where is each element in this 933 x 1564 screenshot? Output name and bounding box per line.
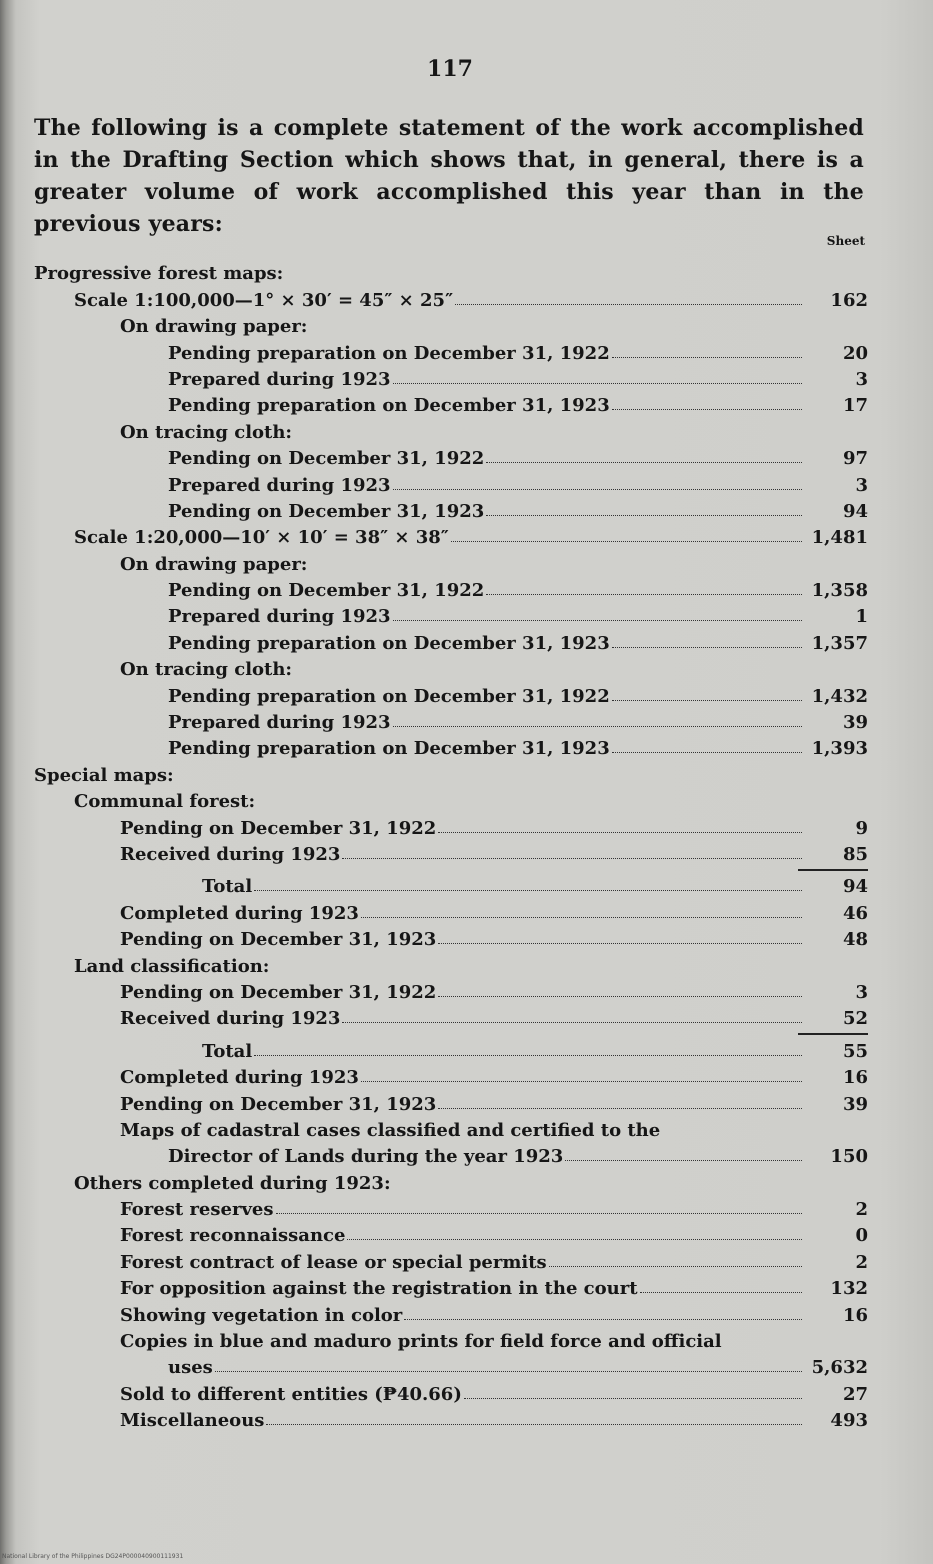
- table-row: [34, 950, 868, 976]
- row-value: 2: [855, 1251, 868, 1273]
- leader-dots: [612, 700, 802, 701]
- row-label: Forest contract of lease or special permits: [120, 1251, 547, 1273]
- row-label: Pending preparation on December 31, 1923: [168, 395, 610, 417]
- table-row: [34, 1326, 868, 1352]
- row-label: Total: [202, 876, 253, 898]
- row-value: 94: [842, 876, 868, 898]
- row-label: Scale 1:100,000—1° × 30′ = 45″ × 25″: [74, 289, 454, 311]
- row-value: 0: [855, 1225, 868, 1247]
- leader-dots: [404, 1319, 802, 1320]
- row-value: 132: [830, 1278, 868, 1300]
- table-row: [34, 707, 868, 733]
- row-value: 3: [855, 368, 868, 390]
- table-row: [34, 1273, 868, 1299]
- row-label: On tracing cloth:: [120, 421, 293, 443]
- table-row: [34, 1194, 868, 1220]
- table-row: [34, 1246, 868, 1272]
- row-value: 20: [842, 342, 868, 364]
- intro-paragraph: The following is a complete statement of the work accomplished in the Drafting Section which shows that, in general, there is a greater volume of work accomplished this year than in the previous years:: [34, 115, 864, 237]
- table-row: [34, 1141, 868, 1167]
- table-row: [34, 1378, 868, 1404]
- row-label: Pending on December 31, 1923: [120, 1093, 437, 1115]
- row-label: Others completed during 1923:: [74, 1172, 391, 1194]
- row-label: Pending on December 31, 1922: [168, 448, 485, 470]
- row-label: Director of Lands during the year 1923: [168, 1146, 564, 1168]
- row-label: Prepared during 1923: [168, 368, 391, 390]
- column-header-sheet: Sheet: [826, 234, 865, 248]
- leader-dots: [393, 383, 802, 384]
- leader-dots: [565, 1160, 802, 1161]
- row-label: Progressive forest maps:: [34, 263, 284, 285]
- row-label: Pending preparation on December 31, 1923: [168, 632, 610, 654]
- row-label: Pending preparation on December 31, 1922: [168, 685, 610, 707]
- leader-dots: [438, 996, 802, 997]
- row-label: Pending on December 31, 1922: [120, 981, 437, 1003]
- table-row: [34, 812, 868, 838]
- row-label: Maps of cadastral cases classified and certified to the: [120, 1119, 661, 1141]
- table-row: [34, 627, 868, 653]
- row-label: uses: [168, 1357, 213, 1379]
- table-row: [34, 496, 868, 522]
- leader-dots: [361, 1081, 802, 1082]
- leader-dots: [438, 943, 802, 944]
- leader-dots: [612, 357, 802, 358]
- row-value: 150: [830, 1146, 868, 1168]
- table-row: [34, 871, 868, 897]
- row-label: Prepared during 1923: [168, 606, 391, 628]
- row-value: 17: [842, 395, 868, 417]
- row-label: Forest reserves: [120, 1199, 274, 1221]
- row-label: On drawing paper:: [120, 316, 308, 338]
- table-row: [34, 337, 868, 363]
- statement-table: [34, 258, 868, 1431]
- leader-dots: [276, 1213, 802, 1214]
- row-value: 3: [855, 981, 868, 1003]
- row-value: 46: [842, 902, 868, 924]
- leader-dots: [455, 304, 802, 305]
- row-value: 85: [842, 843, 868, 865]
- leader-dots: [254, 1055, 802, 1056]
- table-row: [34, 897, 868, 923]
- leader-dots: [393, 489, 802, 490]
- leader-dots: [451, 541, 802, 542]
- row-value: 48: [842, 929, 868, 951]
- row-label: Forest reconnaissance: [120, 1225, 346, 1247]
- table-row: [34, 601, 868, 627]
- row-value: 1,358: [811, 580, 868, 602]
- row-label: Prepared during 1923: [168, 712, 391, 734]
- leader-dots: [486, 462, 802, 463]
- row-value: 27: [842, 1383, 868, 1405]
- row-label: Pending preparation on December 31, 1922: [168, 342, 610, 364]
- leader-dots: [612, 647, 802, 648]
- table-row: [34, 977, 868, 1003]
- leader-dots: [266, 1424, 802, 1425]
- row-value: 1,432: [811, 685, 868, 707]
- row-label: Pending on December 31, 1922: [168, 580, 485, 602]
- table-row: [34, 522, 868, 548]
- table-row: [34, 311, 868, 337]
- row-label: Completed during 1923: [120, 1067, 359, 1089]
- row-label: Pending on December 31, 1923: [168, 500, 485, 522]
- table-row: [34, 680, 868, 706]
- table-row: [34, 1220, 868, 1246]
- row-value: 16: [842, 1067, 868, 1089]
- row-value: 1,481: [811, 527, 868, 549]
- row-value: 16: [842, 1304, 868, 1326]
- row-value: 39: [842, 712, 868, 734]
- row-value: 162: [830, 289, 868, 311]
- table-row: [34, 1405, 868, 1431]
- table-row: [34, 1088, 868, 1114]
- table-row: [34, 1299, 868, 1325]
- table-row: [34, 924, 868, 950]
- leader-dots: [393, 620, 802, 621]
- table-row: [34, 1003, 868, 1029]
- table-row: [34, 575, 868, 601]
- row-label: Special maps:: [34, 764, 174, 786]
- page-number: 117: [427, 56, 473, 82]
- leader-dots: [342, 858, 802, 859]
- row-value: 1,393: [811, 738, 868, 760]
- leader-dots: [438, 1108, 802, 1109]
- row-label: Received during 1923: [120, 1008, 341, 1030]
- row-label: Communal forest:: [74, 791, 256, 813]
- row-label: For opposition against the registration in the court: [120, 1278, 638, 1300]
- row-label: Sold to different entities (₱40.66): [120, 1383, 462, 1405]
- leader-dots: [486, 515, 802, 516]
- table-row: [34, 1167, 868, 1193]
- table-row: [34, 364, 868, 390]
- row-label: Pending preparation on December 31, 1923: [168, 738, 610, 760]
- table-row: [34, 733, 868, 759]
- leader-dots: [342, 1022, 802, 1023]
- row-label: Miscellaneous: [120, 1410, 265, 1432]
- table-row: [34, 1035, 868, 1061]
- table-row: [34, 548, 868, 574]
- row-label: Prepared during 1923: [168, 474, 391, 496]
- table-row: [34, 786, 868, 812]
- leader-dots: [215, 1371, 802, 1372]
- leader-dots: [640, 1292, 802, 1293]
- row-value: 39: [842, 1093, 868, 1115]
- row-value: 2: [855, 1199, 868, 1221]
- row-value: 1: [855, 606, 868, 628]
- table-row: [34, 443, 868, 469]
- leader-dots: [393, 726, 802, 727]
- leader-dots: [612, 752, 802, 753]
- row-label: Received during 1923: [120, 843, 341, 865]
- row-label: Pending on December 31, 1923: [120, 929, 437, 951]
- table-row: [34, 258, 868, 284]
- row-value: 3: [855, 474, 868, 496]
- row-value: 55: [842, 1040, 868, 1062]
- row-label: Copies in blue and maduro prints for field force and official: [120, 1331, 722, 1353]
- table-row: [34, 654, 868, 680]
- row-value: 1,357: [811, 632, 868, 654]
- leader-dots: [486, 594, 802, 595]
- leader-dots: [612, 409, 802, 410]
- row-value: 52: [842, 1008, 868, 1030]
- table-row: [34, 284, 868, 310]
- row-value: 94: [842, 500, 868, 522]
- table-row: [34, 390, 868, 416]
- leader-dots: [347, 1239, 802, 1240]
- scan-footer: National Library of the Philippines DG24P000040900111931: [2, 1553, 184, 1560]
- row-label: Completed during 1923: [120, 902, 359, 924]
- row-label: On drawing paper:: [120, 553, 308, 575]
- row-label: Pending on December 31, 1922: [120, 817, 437, 839]
- table-row: [34, 1062, 868, 1088]
- table-row: [34, 759, 868, 785]
- row-label: Scale 1:20,000—10′ × 10′ = 38″ × 38″: [74, 527, 449, 549]
- table-row: [34, 839, 868, 865]
- table-row: [34, 1115, 868, 1141]
- row-label: On tracing cloth:: [120, 659, 293, 681]
- row-label: Showing vegetation in color: [120, 1304, 403, 1326]
- row-label: Total: [202, 1040, 253, 1062]
- row-label: Land classification:: [74, 955, 270, 977]
- row-value: 5,632: [811, 1357, 868, 1379]
- row-value: 493: [830, 1410, 868, 1432]
- leader-dots: [361, 917, 802, 918]
- table-row: [34, 469, 868, 495]
- table-row: [34, 416, 868, 442]
- leader-dots: [254, 890, 802, 891]
- leader-dots: [438, 832, 802, 833]
- table-row: [34, 1352, 868, 1378]
- leader-dots: [464, 1398, 802, 1399]
- leader-dots: [549, 1266, 802, 1267]
- row-value: 9: [855, 817, 868, 839]
- row-value: 97: [842, 448, 868, 470]
